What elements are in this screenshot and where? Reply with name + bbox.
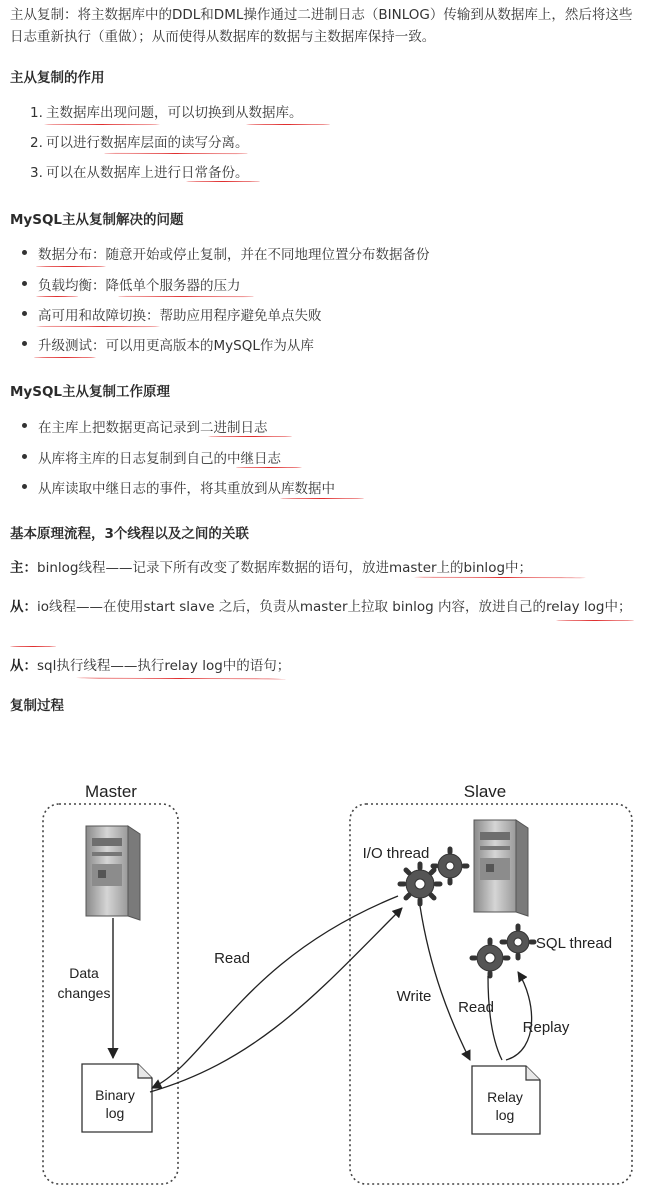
annotation-underline <box>34 357 96 358</box>
list-item: 从库将主库的日志复制到自己的中继日志 <box>38 451 281 467</box>
heading-threads: 基本原理流程，3个线程以及之间的关联 <box>10 526 249 542</box>
binary-log-label: Binary <box>95 1087 135 1103</box>
binary-log-label: log <box>105 1105 125 1121</box>
bullet-dot <box>22 281 27 286</box>
annotation-underline <box>36 296 78 297</box>
read-label: Read <box>214 950 250 967</box>
annotation-underline <box>246 124 330 125</box>
heading-role: 主从复制的作用 <box>10 70 105 86</box>
heading-principle: MySQL主从复制工作原理 <box>10 384 171 400</box>
slave-label: Slave <box>463 782 507 801</box>
thread-slave-io <box>10 595 643 619</box>
data-changes-label: changes <box>57 985 111 1001</box>
io-thread-label: I/O thread <box>362 845 430 862</box>
annotation-underline <box>36 326 160 328</box>
relay-log-label: Relay <box>487 1089 523 1105</box>
sql-thread-label: SQL thread <box>535 935 613 952</box>
list-text: 可以在从数据库上进行日常备份。 <box>46 165 249 181</box>
list-number: 2. <box>30 135 43 151</box>
list-item: 负载均衡：降低单个服务器的压力 <box>38 278 241 294</box>
master-server-icon <box>86 826 140 920</box>
relay-log-label: log <box>495 1107 515 1123</box>
list-text: 可以进行数据库层面的读写分离。 <box>46 135 249 151</box>
annotation-underline <box>36 266 106 267</box>
annotation-underline <box>118 296 254 298</box>
write-label: Write <box>396 988 432 1005</box>
bullet-dot <box>22 423 27 428</box>
annotation-underline <box>208 436 292 437</box>
annotation-underline <box>236 467 302 468</box>
bullet-dot <box>22 311 27 316</box>
thread-text: binlog线程——记录下所有改变了数据库数据的语句，放进master上的binlog中； <box>37 560 533 576</box>
list-text: 主数据库出现问题，可以切换到从数据库。 <box>46 105 303 121</box>
sql-thread-gears-icon <box>472 926 534 976</box>
thread-text: io线程——在使用start slave 之后，负责从master上拉取 binlog 内容，放进自己的relay log中； <box>37 599 632 615</box>
bullet-dot <box>22 484 27 489</box>
list-item: 高可用和故障切换：帮助应用程序避免单点失败 <box>38 308 322 324</box>
thread-slave-sql <box>10 655 643 677</box>
intro-paragraph: 主从复制：将主数据库中的DDL和DML操作通过二进制日志（BINLOG）传输到从数据库上，然后将这些日志重新执行（重做）；从而使得从数据库的数据与主数据库保持一致。 <box>10 7 633 45</box>
bullet-dot <box>22 454 27 459</box>
slave-server-icon <box>474 820 528 916</box>
master-label: Master <box>85 782 137 801</box>
thread-master <box>10 557 643 579</box>
thread-label: 从： <box>10 599 37 615</box>
annotation-underline <box>186 181 260 182</box>
thread-label: 从： <box>10 658 37 674</box>
list-item <box>30 131 249 151</box>
list-number: 1. <box>30 105 43 121</box>
list-item: 从库读取中继日志的事件，将其重放到从库数据中 <box>38 481 335 497</box>
annotation-underline <box>76 677 286 679</box>
list-item: 升级测试：可以用更高版本的MySQL作为从库 <box>38 338 314 354</box>
annotation-underline <box>104 153 248 155</box>
list-item: 在主库上把数据更高记录到二进制日志 <box>38 420 268 436</box>
annotation-underline <box>44 124 160 126</box>
list-item: 数据分布：随意开始或停止复制，并在不同地理位置分布数据备份 <box>38 247 430 263</box>
annotation-underline <box>10 646 56 647</box>
thread-label: 主： <box>10 560 37 576</box>
heading-process: 复制过程 <box>10 698 64 714</box>
annotation-underline <box>280 498 364 499</box>
list-item <box>30 161 249 181</box>
annotation-underline <box>556 620 634 621</box>
list-item <box>30 101 303 121</box>
bullet-dot <box>22 250 27 255</box>
list-number: 3. <box>30 165 43 181</box>
bullet-dot <box>22 341 27 346</box>
read-label-2: Read <box>458 999 494 1016</box>
data-changes-label: Data <box>69 965 99 981</box>
replication-diagram <box>0 760 651 1194</box>
thread-text: sql执行线程——执行relay log中的语句； <box>37 658 291 674</box>
replay-label: Replay <box>522 1019 570 1036</box>
heading-problems: MySQL主从复制解决的问题 <box>10 212 184 228</box>
